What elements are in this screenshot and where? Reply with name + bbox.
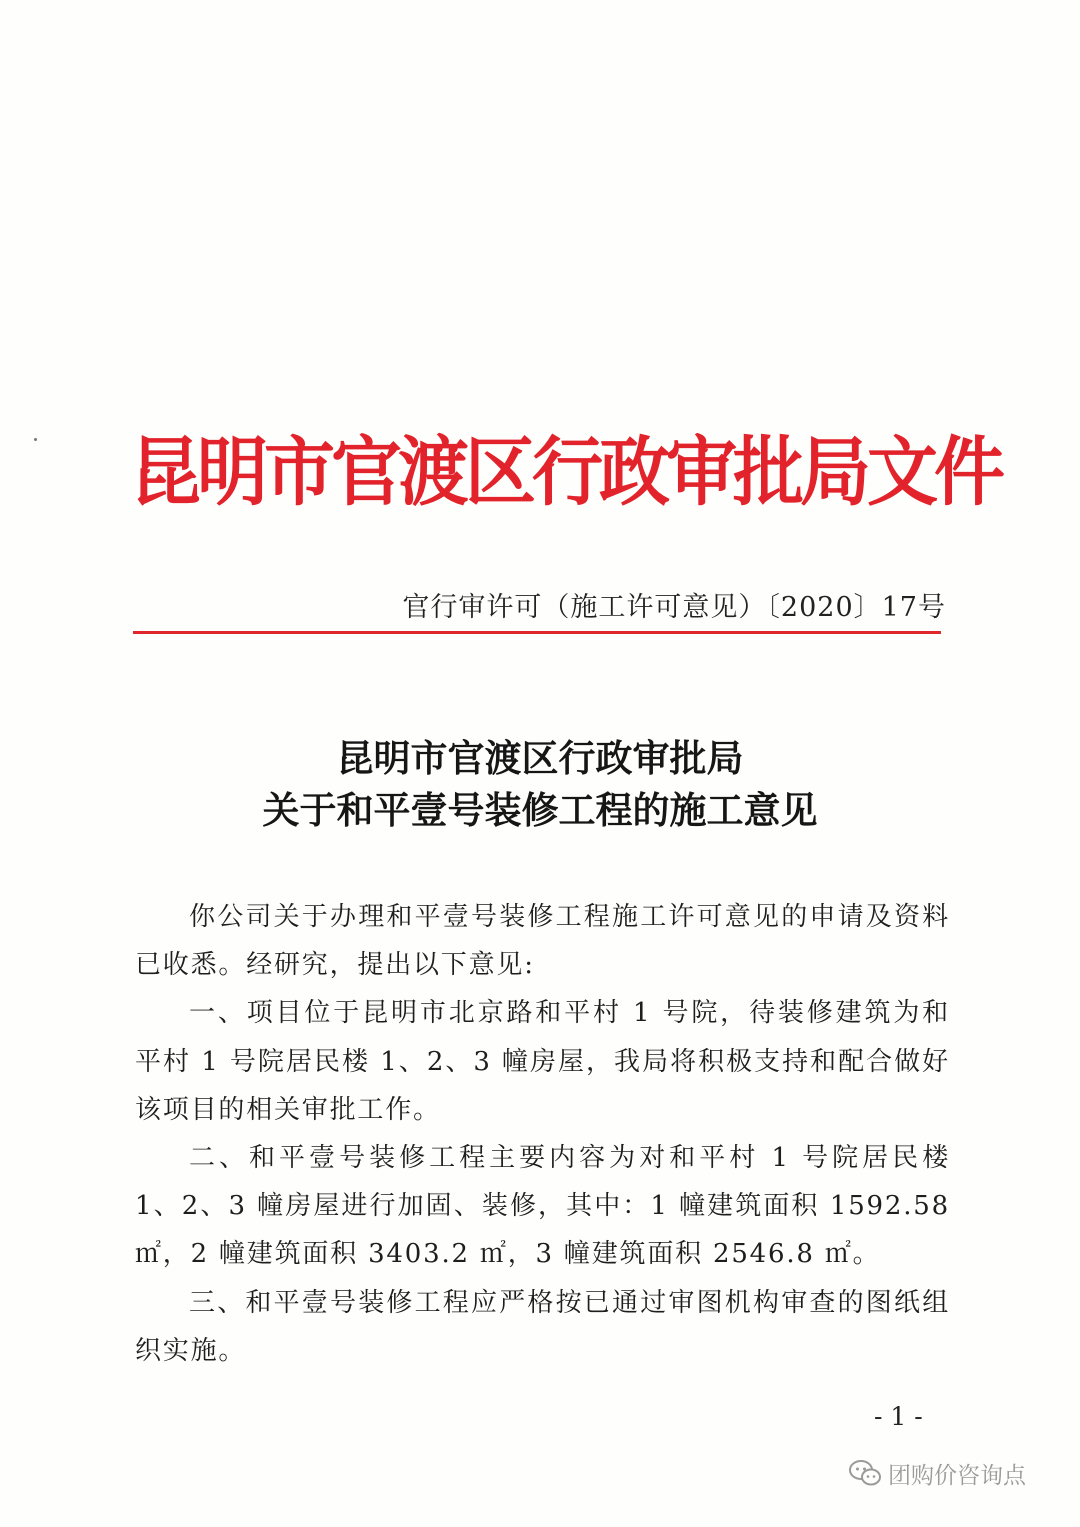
watermark-text: 团购价咨询点 bbox=[888, 1462, 1026, 1489]
document-title-line-2: 关于和平壹号装修工程的施工意见 bbox=[262, 788, 818, 832]
body-paragraph-4: 三、和平壹号装修工程应严格按已通过审图机构审查的图纸组织实施。 bbox=[135, 1287, 950, 1366]
body-paragraph-3: 二、和平壹号装修工程主要内容为对和平村 1 号院居民楼 1、2、3 幢房屋进行加固、装修，其中：1 幢建筑面积 1592.58 ㎡，2 幢建筑面积 3403.2 ㎡，3 幢建筑面积 2546.8 ㎡。 bbox=[135, 1143, 950, 1270]
page-number: - 1 - bbox=[874, 1402, 923, 1431]
masthead-title: 昆明市官渡区行政审批局文件 bbox=[130, 427, 1002, 516]
body-paragraph-2: 一、项目位于昆明市北京路和平村 1 号院，待装修建筑为和平村 1 号院居民楼 1、2、3 幢房屋，我局将积极支持和配合做好该项目的相关审批工作。 bbox=[135, 998, 950, 1125]
wechat-icon bbox=[848, 1458, 882, 1488]
document-number: 官行审许可（施工许可意见）〔2020〕17号 bbox=[402, 592, 946, 623]
document-body bbox=[135, 893, 950, 1375]
scan-speck bbox=[34, 438, 37, 441]
red-divider-line bbox=[133, 631, 941, 634]
watermark bbox=[848, 1455, 1026, 1491]
body-paragraph-1: 你公司关于办理和平壹号装修工程施工许可意见的申请及资料已收悉。经研究，提出以下意见: bbox=[135, 902, 950, 981]
document-title-line-1: 昆明市官渡区行政审批局 bbox=[336, 736, 744, 780]
